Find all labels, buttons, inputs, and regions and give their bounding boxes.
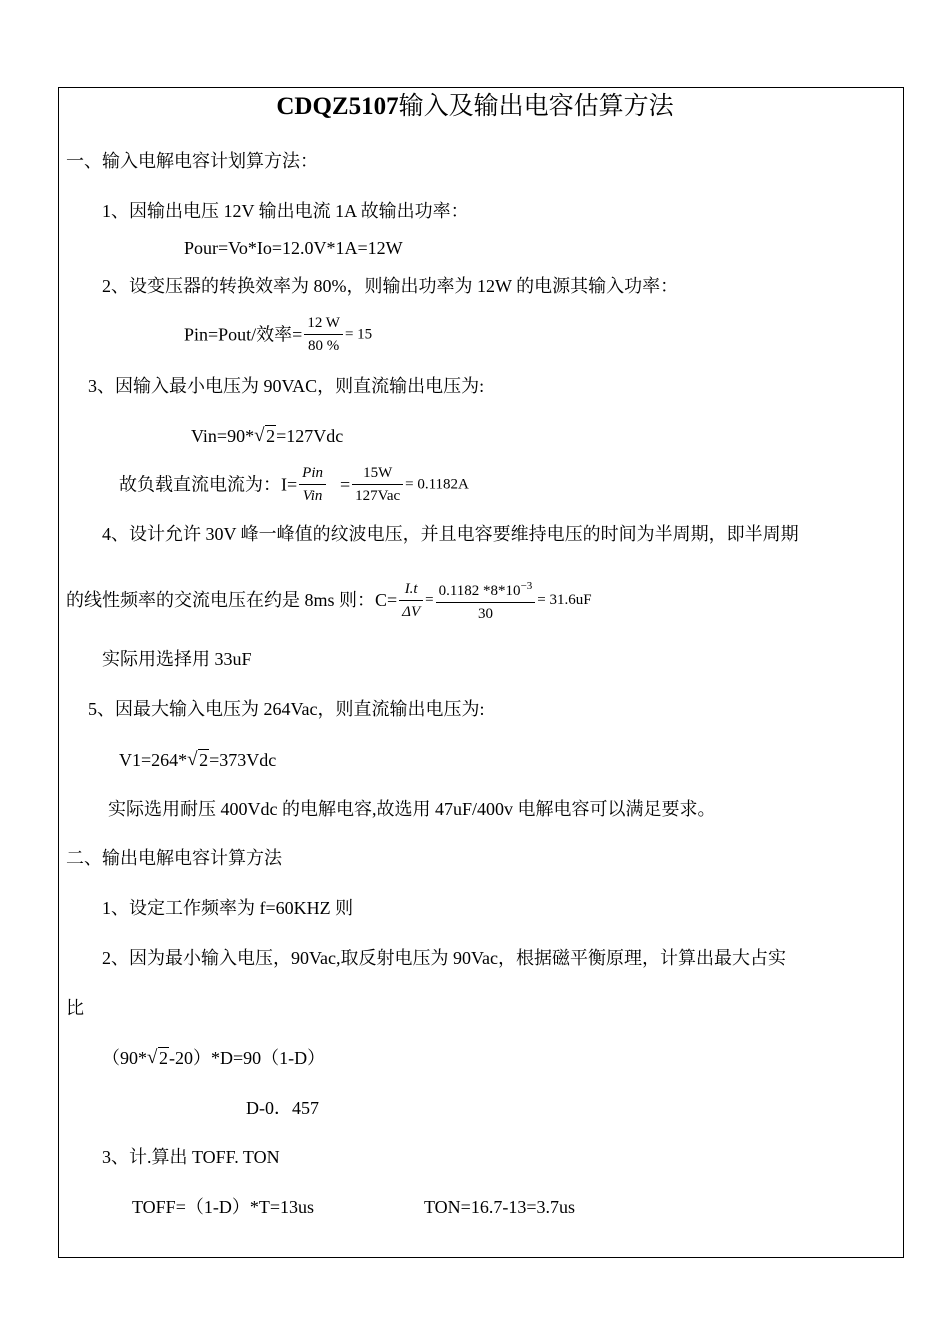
sqrt-icon: √ 2 [187,749,209,770]
vin-formula [191,425,343,447]
title-model: CDQZ5107 [276,93,399,120]
section1-heading: 一、输入电解电容计划算方法： [66,151,318,171]
vin-rhs: =127Vdc [276,426,344,446]
c-fraction-2: $\frac{0.1182 *8*10^{-3}}{30}$ [436,575,536,625]
i-fraction-1: $\frac{\text{Pin}}{\text{Vin}}$ [299,462,326,507]
duty-value: D-0．457 [246,1098,319,1118]
i-fraction-2: $\frac{15W}{\text{127Vac}}$ [352,462,403,507]
duty-equation: （90* √ 2-20）*D=90（1-D） [102,1047,326,1068]
capacitor-formula: 的线性频率的交流电压在约是 8ms 则：C= $\frac{I.t}{\Delta V}$ = $\frac{0.1182 *8*10^{-3}}{30}$ = 31.6uF [66,575,592,625]
ton-formula: TON=16.7-13=3.7us [424,1197,575,1217]
s1-actual-choice: 实际用选择用 33uF [102,649,252,669]
s1-step5: 5、因最大输入电压为 264Vac，则直流输出电压为: [88,699,485,719]
pin-formula [184,312,372,357]
v1-formula: V1=264* √ 2=373Vdc [119,749,277,770]
sqrt-icon: √ 2 [147,1047,168,1068]
section2-heading: 二、输出电解电容计算方法 [66,848,282,868]
sqrt-icon: √ 2 [254,425,276,446]
document-frame [58,87,904,1258]
s1-actual-capacitor: 实际选用耐压 400Vdc 的电解电容,故选用 47uF/400v 电解电容可以满足要求。 [108,799,716,819]
load-label: 故负载直流电流为：I= [119,474,298,495]
pin-rhs: = 15 [344,326,373,343]
s1-step2: 2、设变压器的转换效率为 80%，则输出功率为 12W 的电源其输入功率： [102,276,679,296]
pin-fraction [304,312,343,357]
s2-step2: 2、因为最小输入电压，90Vac,取反射电压为 90Vac，根据磁平衡原理，计算出最大占实 [102,948,786,968]
vin-lhs: Vin=90* [191,426,255,446]
load-current-formula: 故负载直流电流为：I= $\frac{\text{Pin}}{\text{Vin}}$ = $\frac{15W}{\text{127Vac}}$ = 0.1182A [119,462,469,507]
pin-denominator: 80 % [308,338,340,354]
toff-formula: TOFF=（1-D）*T=13us [132,1197,314,1217]
pin-lhs: Pin=Pout/效率= [184,324,303,345]
s2-step3: 3、计.算出 TOFF. TON [102,1147,280,1167]
pin-numerator: 12 W [304,312,343,335]
c-fraction-1: $\frac{I.t}{\Delta V}$ [399,578,423,623]
s1-step3: 3、因输入最小电压为 90VAC，则直流输出电压为: [88,376,485,396]
s2-step2b: 比 [66,998,84,1018]
s1-step1: 1、因输出电压 12V 输出电流 1A 故输出功率： [102,201,469,221]
document-title [0,92,950,122]
title-text: 输入及输出电容估算方法 [398,93,674,120]
s1-step4b: 的线性频率的交流电压在约是 8ms 则：C= [66,590,398,610]
pour-formula: Pour=Vo*Io=12.0V*1A=12W [184,238,403,258]
s2-step1: 1、设定工作频率为 f=60KHZ 则 [102,898,354,918]
s1-step4: 4、设计允许 30V 峰一峰值的纹波电压，并且电容要维持电压的时间为半周期，即半周期 [102,524,799,544]
